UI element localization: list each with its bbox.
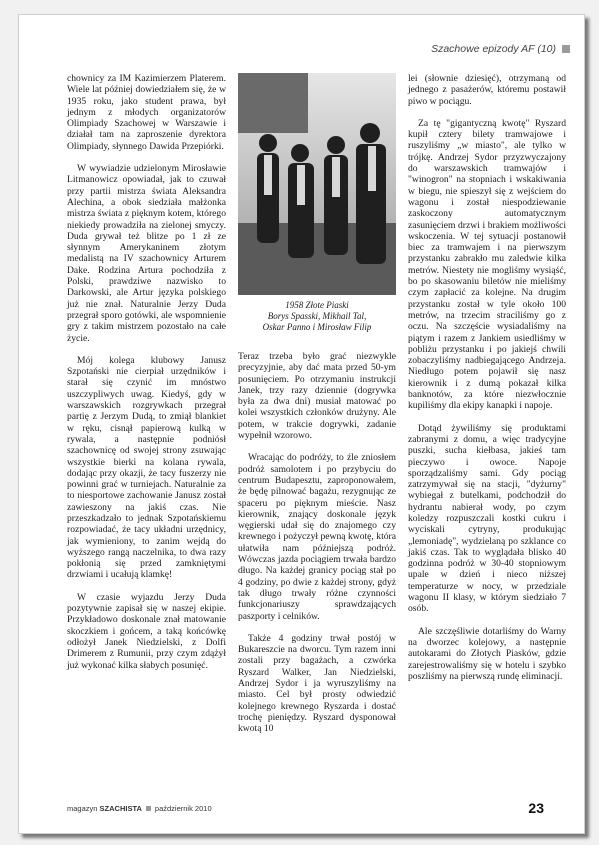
footer-issue: październik 2010 — [154, 803, 212, 813]
header-title: Szachowe epizody AF (10) — [431, 43, 556, 55]
paragraph: W czasie wyjazdu Jerzy Duda pozytywnie zapisał się w naszej ekipie. Przykładowo doskonale znał matowanie skoczkiem i gońcem, a taką końcówkę odłożył Janek Niedzielski, z Dolfi Drimerem z Rumunii, przy czym zdążył już wykonać kilka słabych posunięć. — [67, 591, 226, 671]
paragraph: Za tę "gigantyczną kwotę" Ryszard kupił cztery bilety tramwajowe i ruszyliśmy „w miasto", ale tylko w trójkę. Andrzej Sydor przyzwyczajony do warszawskich tramwajów i "winogron" na stopniach i wskakiwania w biegu, nie spieszył się z wejściem do wagonu i został niespodziewanie zaskoczony automatycznym zasunięciem drzwi i brakiem możliwości wskoczenia. W tej sytuacji postanowił biec za tramwajem i na pierwszym przystanku zabrakło mu zaledwie kilka metrów. Niestety nie mogliśmy wysiąść, bo po skasowaniu biletów nie mieliśmy czym zapłacić za kolejne. Na drugim przystanku został w tyle około 100 metrów, na trzecim straciliśmy go z oczu. Na szczęście wysiadaliśmy na piątym i razem z Jankiem usiedliśmy w pobliżu przystanku i po jakiejś chwili zobaczyliśmy nadbiegającego Andrzeja. Niedługo potem pojawił się nasz kierownik i z dumą pokazał kilka banknotów, za które niezwłocznie kupiliśmy dla ekipy kanapki i napoje. — [408, 117, 566, 412]
paragraph: Także 4 godziny trwał postój w Bukareszcie na dworcu. Tym razem inni zostali przy bagażach, a czwórka Ryszard Walker, Jan Niedzielski, Andrzej Sydor i ja wyruszyliśmy na miasto. Cel był prosty odwiedzić kolejnego krewnego Ryszarda i dostać trochę pieniędzy. Ryszard dysponował kwotą 10 — [238, 632, 396, 735]
footer-magazine-prefix: magazyn — [67, 803, 100, 813]
paragraph: W wywiadzie udzielonym Mirosławie Litmanowicz opowiadał, jak to czuwał przy partii mistrza świata Aleksandra Alechina, a obok siedziała małżonka mistrza świata z pięknym kotem, którego niekiedy prowadziła na zielonej smyczy. Duda grywał też blitze po 1 zł ze słynnym Amerykaninem złotym medalistą na IV szachownicy Arturem Dake. Rodzina Artura pochodziła z Polski, prawdziwe nazwisko to Darkowski, ale Artur języka polskiego już nie znał. Naturalnie Jerzy Duda przegrał sporo gotówki, ale wspomnienie gry z takim mistrzem pozostało na całe życie. — [67, 163, 226, 344]
magazine-page — [18, 14, 585, 834]
footer-magazine — [67, 804, 212, 813]
paragraph: Dotąd żywiliśmy się produktami zabranymi z domu, a więc tradycyjne puszki, sucha kiełbasa, jakieś tam pieczywo i owoce. Napoje sporządzaliśmy sami. Gdy pociąg zatrzymywał się na stacji, "dyżurny" wybiegał z butelkami, podchodził do hydrantu nabierał wody, po czym koledzy rozpuszczali kostki cukru i wyciskali cytryny, produkując „lemoniadę", wydzielaną po szklance co jakiś czas. Tak to wyglądała blisko 40 godzinna podróż w 30-40 stopniowym upale w dzień i nieco niższej temperaturze w nocy, w przedziale wagonu II klasy, w którym siedziało 7 osób. — [408, 422, 566, 615]
footer-separator-icon — [146, 806, 151, 811]
column-3 — [408, 73, 566, 693]
photo-caption — [238, 300, 396, 333]
caption-text: 1958 Złote Piaski Borys Spasski, Mikhail Tal, Oskar Panno i Mirosław Filip — [262, 300, 372, 332]
header-square-icon — [562, 45, 570, 53]
page-footer — [67, 800, 544, 816]
historical-photo — [238, 73, 396, 295]
footer-magazine-name: SZACHISTA — [99, 803, 142, 813]
column-2 — [238, 351, 396, 746]
page-number: 23 — [528, 800, 544, 816]
paragraph: Mój kolega klubowy Janusz Szpotański nie cierpiał urzędników i starał się czynić im mnóstwo uszczypliwych uwag. Kiedyś, gdy w warszawskich rozgrywkach przegrał partię z Jerzym Dudą, to zmiął blankiet w ręku, cisnął papierową kulką w rywala, a następnie podniósł szachownicę od swojej strony zsuwając wszystkie bierki na kolana rywala, dodając przy okazji, że tacy fuszerzy nie powinni grać w turniejach. Naturalnie za to niesportowe zachowanie Janusz został zawieszony na jakiś czas. Nie przeszkadzało to jednak Szpotańskiemu rozpowiadać, że tacy układni urzędnicy, jak wymieniony, to zanim wejdą do wyższego rangą naczelnika, to dwa razy pokłonią się przed zamkniętymi drzwiami i ucałują klamkę! — [67, 354, 226, 581]
column-1 — [67, 73, 226, 682]
paragraph: Ale szczęśliwie dotarliśmy do Warny na dworzec kolejowy, a następnie autokarami do Złotych Piasków, gdzie zarejestrowaliśmy się w hotelu i szybko poszliśmy na pierwszą rundę eliminacji. — [408, 625, 566, 682]
paragraph: Teraz trzeba było grać niezwykle precyzyjnie, aby dać mata przed 50-ym posunięciem. Po otrzymaniu instrukcji Janek, trzy razy dziennie (dogrywka była za dwa dni) musiał matować po kolei wszystkich członków drużyny. Ale potem, w trakcie dogrywki, zadanie wypełnił wzorowo. — [238, 351, 396, 442]
page-header — [431, 43, 570, 55]
paragraph: lei (słownie dziesięć), otrzymaną od jednego z pasażerów, któremu postawił piwo w pociągu. — [408, 73, 566, 107]
paragraph: Wracając do podróży, to źle zniosłem podróż samolotem i po przybyciu do centrum Budapesztu, zaproponowałem, że będę pilnować bagażu, rezygnując ze spaceru po pięknym mieście. Nasz kierownik, znający doskonale język węgierski udał się do znajomego czy krewnego i pożyczył pewną kwotę, która ułatwiła nam późniejszą podróż. Wówczas jazda pociągiem trwała bardzo długo. Na każdej granicy pociąg stał po 4 godziny, po dwie z każdej strony, gdyż tak długo trwały różne czynności funkcjonariuszy sprawdzających paszporty i celników. — [238, 452, 396, 622]
paragraph: chownicy za IM Kazimierzem Platerem. Wiele lat później dowiedziałem się, że w 1935 roku, jako student prawa, był jednym z młodych organizatorów Olimpiady Szachowej w Warszawie i działał tam na zaproszenie dyrektora Olimpiady, słynnego Dawida Przepiórki. — [67, 73, 226, 152]
